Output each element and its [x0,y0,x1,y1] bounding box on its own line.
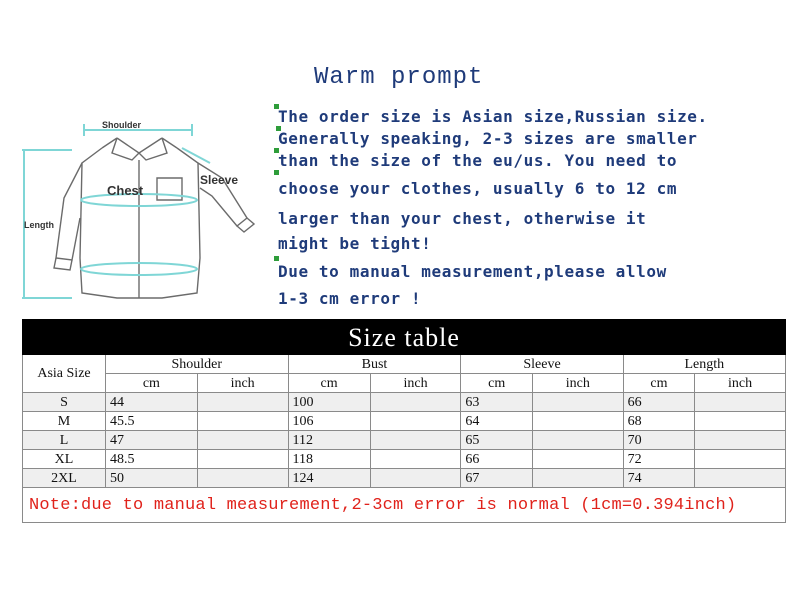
sleeve-label: Sleeve [200,173,239,187]
length-inch-cell [695,412,786,431]
length-cm-cell: 66 [623,393,695,412]
bust-cm-cell: 112 [288,431,370,450]
table-row [23,450,786,469]
group-header-shoulder: Shoulder [106,355,289,374]
unit-cm: cm [288,374,370,393]
group-header-sleeve: Sleeve [461,355,623,374]
sleeve-cm-cell: 64 [461,412,533,431]
shoulder-cm-cell: 48.5 [106,450,198,469]
bust-inch-cell [370,469,461,488]
prompt-line-4: choose your clothes, usually 6 to 12 cm [278,179,678,198]
prompt-line-1: The order size is Asian size,Russian size. [278,107,708,126]
sleeve-cm-cell: 66 [461,450,533,469]
table-row [23,393,786,412]
shoulder-cm-cell: 50 [106,469,198,488]
asia-size-header: Asia Size [23,355,106,393]
prompt-line-8: 1-3 cm error ! [278,289,422,308]
sleeve-cm-cell: 63 [461,393,533,412]
unit-cm: cm [106,374,198,393]
length-inch-cell [695,450,786,469]
shoulder-inch-cell [197,393,288,412]
prompt-line-3: than the size of the eu/us. You need to [278,151,678,170]
prompt-line-7: Due to manual measurement,please allow [278,262,667,281]
prompt-line-6: might be tight! [278,234,432,253]
sleeve-cm-cell: 67 [461,469,533,488]
table-row [23,431,786,450]
table-note: Note:due to manual measurement,2-3cm error is normal (1cm=0.394inch) [23,488,786,523]
shoulder-inch-cell [197,412,288,431]
chest-label: Chest [107,183,144,198]
bust-cm-cell: 118 [288,450,370,469]
shirt-measurement-diagram [22,108,272,308]
group-header-bust: Bust [288,355,461,374]
table-row [23,469,786,488]
bust-cm-cell: 106 [288,412,370,431]
sleeve-inch-cell [532,431,623,450]
bust-cm-cell: 124 [288,469,370,488]
size-cell: L [23,431,106,450]
length-cm-cell: 74 [623,469,695,488]
size-table [22,319,786,523]
prompt-line-2: Generally speaking, 2-3 sizes are smaller [278,129,698,148]
bust-inch-cell [370,393,461,412]
length-cm-cell: 72 [623,450,695,469]
table-row [23,412,786,431]
size-table-title: Size table [23,320,786,355]
shoulder-inch-cell [197,469,288,488]
sleeve-inch-cell [532,412,623,431]
length-label: Length [24,220,54,230]
unit-inch: inch [695,374,786,393]
length-cm-cell: 70 [623,431,695,450]
shoulder-cm-cell: 47 [106,431,198,450]
shoulder-inch-cell [197,450,288,469]
shoulder-inch-cell [197,431,288,450]
sleeve-inch-cell [532,450,623,469]
unit-inch: inch [532,374,623,393]
unit-inch: inch [370,374,461,393]
bust-cm-cell: 100 [288,393,370,412]
size-cell: S [23,393,106,412]
bullet-tick-icon [274,170,279,175]
length-inch-cell [695,393,786,412]
bust-inch-cell [370,450,461,469]
unit-cm: cm [461,374,533,393]
size-cell: XL [23,450,106,469]
shoulder-label: Shoulder [102,120,142,130]
bust-inch-cell [370,431,461,450]
bust-inch-cell [370,412,461,431]
bullet-tick-icon [274,256,279,261]
shoulder-cm-cell: 45.5 [106,412,198,431]
sleeve-cm-cell: 65 [461,431,533,450]
measure-lines [22,124,210,298]
size-cell: 2XL [23,469,106,488]
length-inch-cell [695,469,786,488]
length-cm-cell: 68 [623,412,695,431]
sleeve-inch-cell [532,393,623,412]
sleeve-inch-cell [532,469,623,488]
warm-prompt-title: Warm prompt [314,64,484,91]
unit-cm: cm [623,374,695,393]
length-inch-cell [695,431,786,450]
shoulder-cm-cell: 44 [106,393,198,412]
size-cell: M [23,412,106,431]
unit-inch: inch [197,374,288,393]
group-header-length: Length [623,355,785,374]
prompt-line-5: larger than your chest, otherwise it [278,209,647,228]
